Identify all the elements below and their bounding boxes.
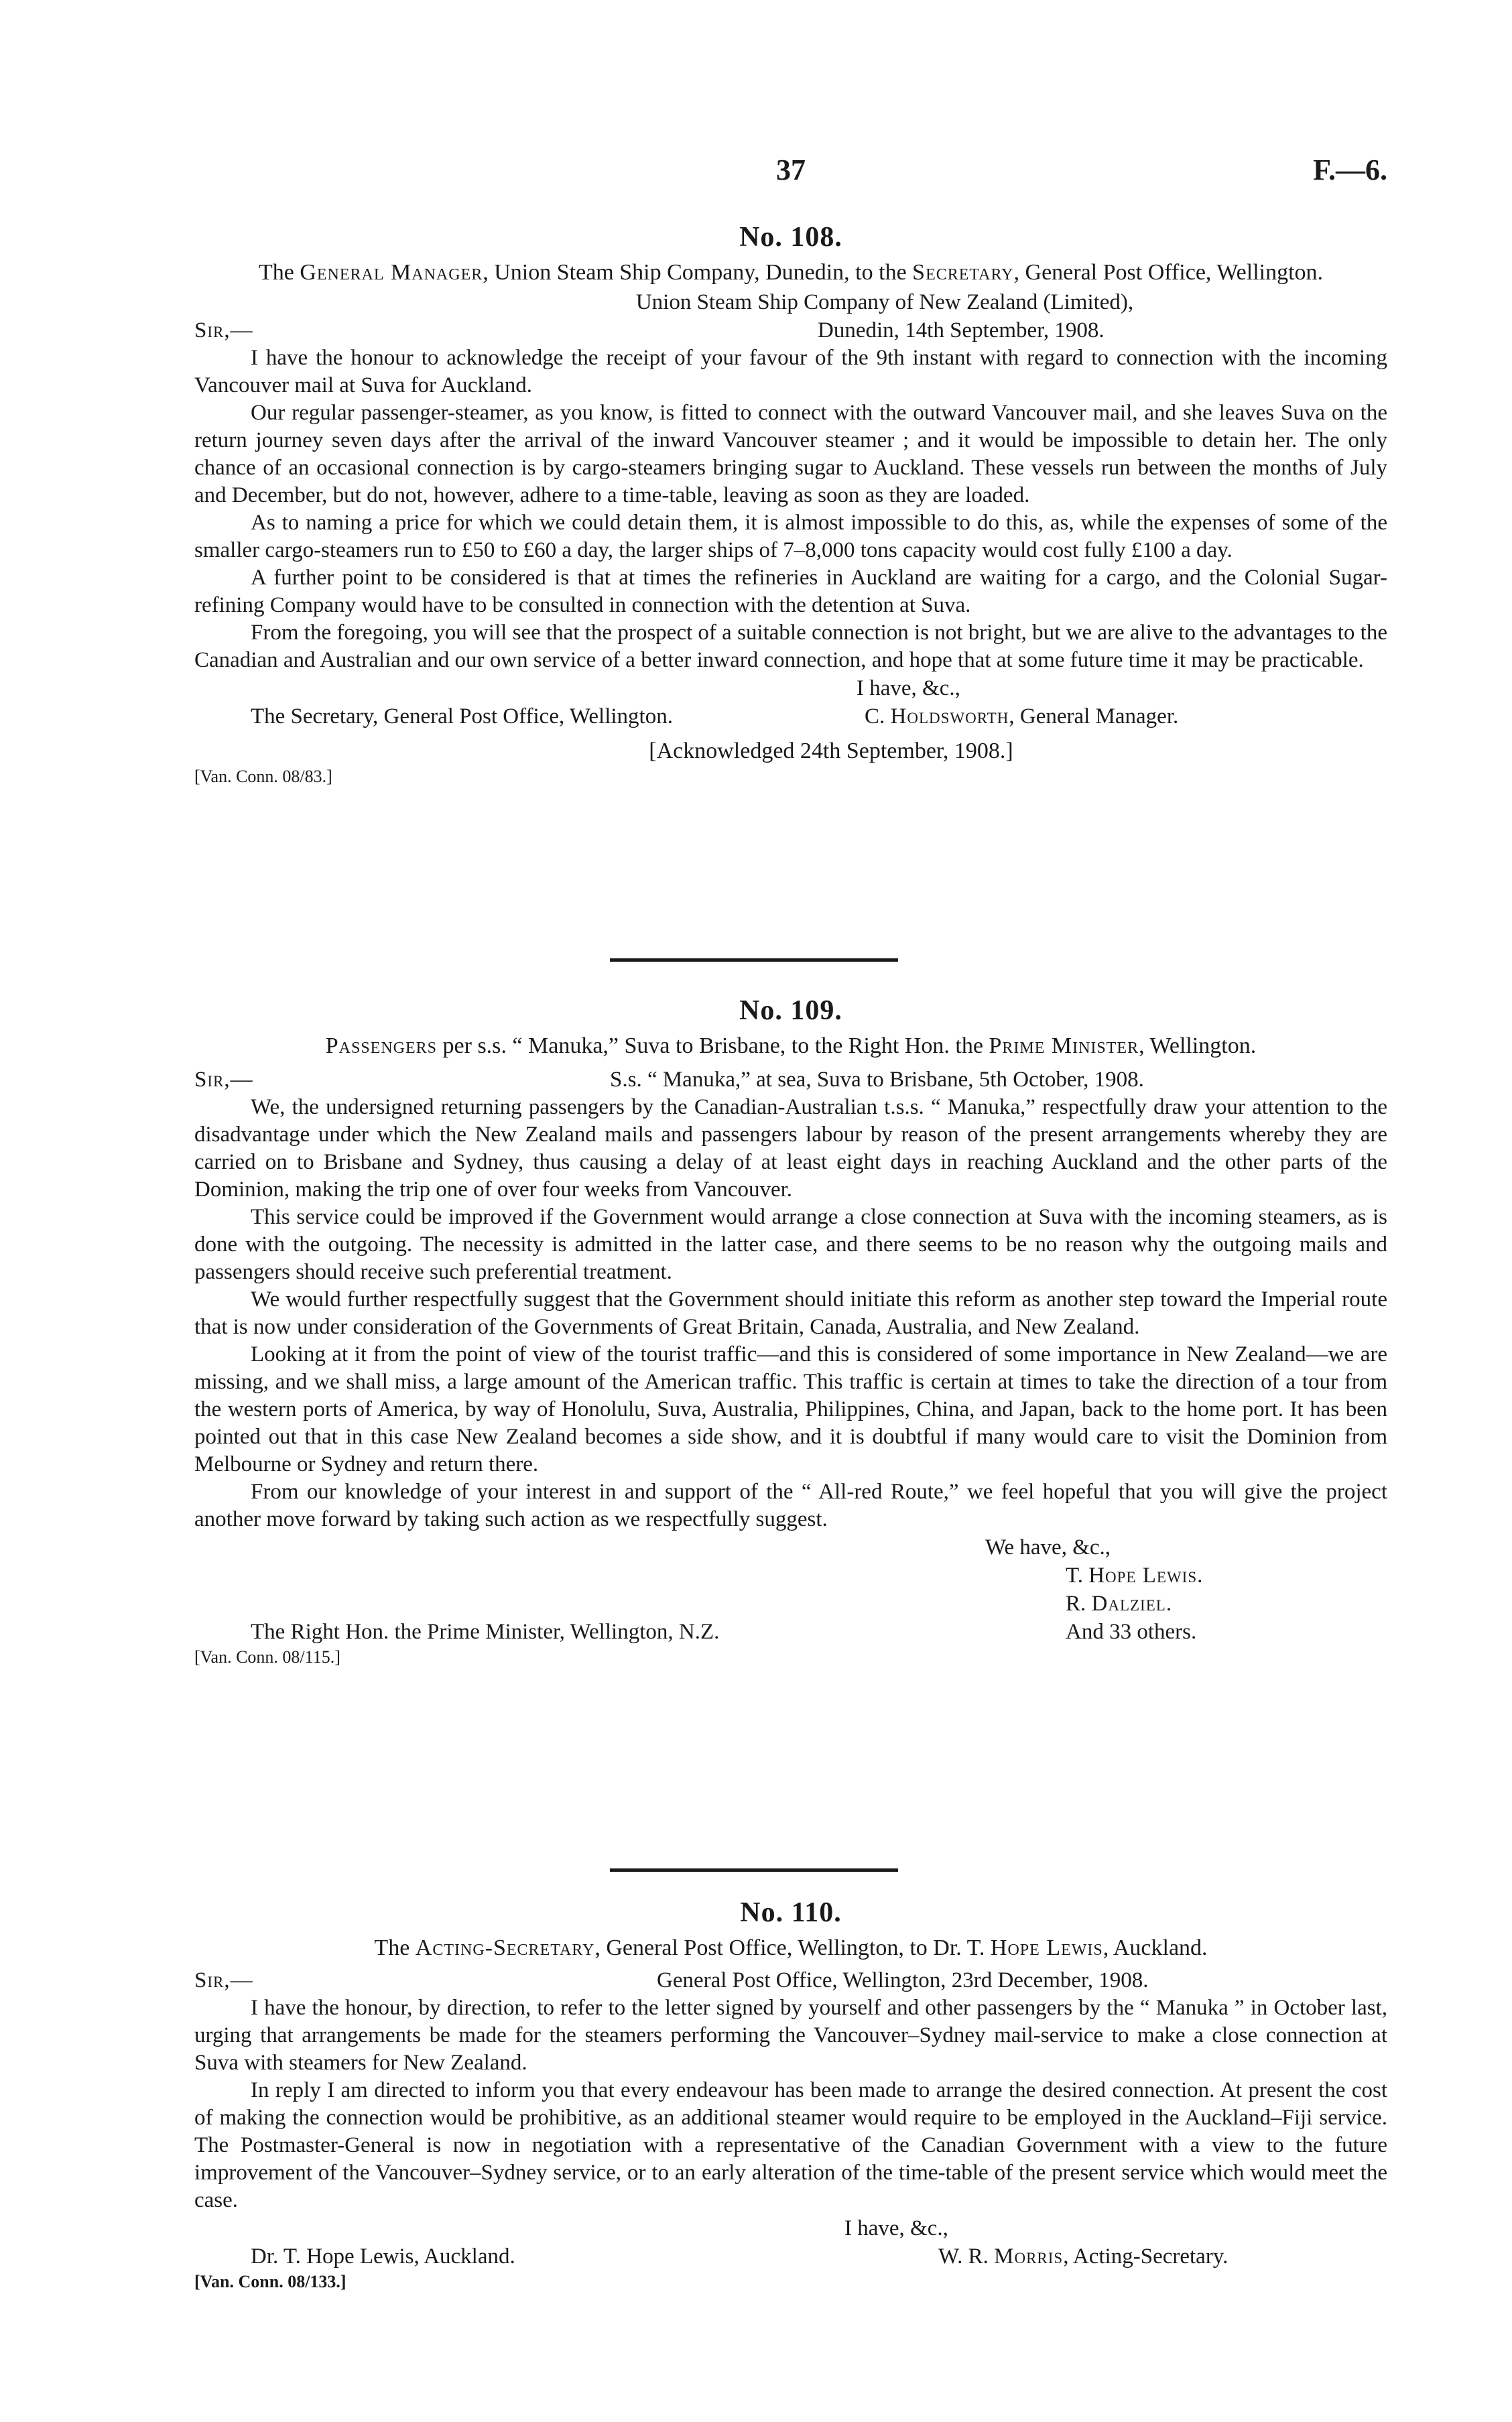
closing-row — [194, 2214, 1387, 2242]
running-head — [194, 153, 1387, 193]
file-reference: [Van. Conn. 08/133.] — [194, 2272, 346, 2291]
paragraph: I have the honour, by direction, to refer to the letter signed by yourself and other passengers by the “ Manuka ” in October last, urging that arrangements be made for the steamers performing the Vancouver–Sydney mail-service to make a close connection at Suva with steamers for New Zealand. — [194, 1996, 1387, 2075]
paragraph: Looking at it from the point of view of the tourist traffic—and this is considered of some importance in New Zealand—we are missing, and we shall miss, a large amount of the American traffic. This traffic is certain at times to take the direction of a tour from the western ports of America, by way of Honolulu, Suva, Australia, Philippines, China, and Japan, back to the home port. It has been pointed out that in this case New Zealand becomes a side show, and it is doubtful if many would care to visit the Dominion from Melbourne or Sydney and return there. — [194, 1342, 1387, 1476]
signatory: R. Dalziel. — [1066, 1592, 1173, 1616]
paragraph: As to naming a price for which we could detain them, it is almost impossible to do this, as, while the expenses of some of the smaller cargo-steamers run to £50 to £60 a day, the larger ships of 7–8,000 tons capacity would cost fully £100 a day. — [194, 511, 1387, 562]
file-reference: [Van. Conn. 08/83.] — [194, 767, 332, 786]
paragraph: A further point to be considered is that at times the refineries in Auckland are waiting for a cargo, and the Colonial Sugar-refining Company would have to be consulted in connection with the detention at Suva. — [194, 566, 1387, 617]
paragraph: I have the honour to acknowledge the receipt of your favour of the 9th instant with regard to connection with the incoming Vancouver mail at Suva for Auckland. — [194, 346, 1387, 397]
closing-row — [194, 674, 1387, 702]
paragraph: Our regular passenger-steamer, as you know, is fitted to connect with the outward Vancouver mail, and she leaves Suva on the return journey seven days after the arrival of the inward Vancouver steamer ; and it would be impossible to detain her. The only chance of an occasional connection is by cargo-steamers bringing sugar to Auckland. These vessels run between the months of July and December, but do not, however, adhere to a time-table, leaving as soon as they are loaded. — [194, 401, 1387, 507]
signatory-row — [194, 1590, 1387, 1618]
page-number: 37 — [776, 153, 806, 186]
paragraph: In reply I am directed to inform you that every endeavour has been made to arrange the desired connection. At present the cost of making the connection would be prohibitive, as an additional steamer would require to be employed in the Auckland–Fiji service. The Postmaster-General is now in negotiation with a representative of the Canadian Government with a view to the future improvement of the Vancouver–Sydney service, or to an early alteration of the time-table of the present service which would meet the case. — [194, 2078, 1387, 2212]
letter-title: The General Manager, Union Steam Ship Company, Dunedin, to the Secretary, General Post Office, Wellington. — [258, 260, 1324, 285]
section-divider — [610, 1868, 898, 1872]
signatory: T. Hope Lewis. — [1066, 1564, 1204, 1588]
addressee: The Right Hon. the Prime Minister, Wellington, N.Z. — [251, 1620, 720, 1644]
closing: I have, &c., — [844, 2216, 948, 2240]
closing: I have, &c., — [857, 676, 960, 700]
salutation-row — [194, 1966, 1387, 1994]
letter-title: Passengers per s.s. “ Manuka,” Suva to Brisbane, to the Right Hon. the Prime Minister, Wellington. — [325, 1033, 1257, 1058]
signature-row — [194, 2242, 1387, 2271]
paragraph: From our knowledge of your interest in and support of the “ All-red Route,” we feel hopeful that you will give the project another move forward by taking such action as we respectfully suggest. — [194, 1480, 1387, 1531]
paragraph: From the foregoing, you will see that the prospect of a suitable connection is not bright, but we are alive to the advantages to the Canadian and Australian and our own service of a better inward connection, and hope that at some future time it may be practicable. — [194, 621, 1387, 672]
signatory: W. R. Morris, Acting-Secretary. — [938, 2244, 1228, 2269]
signatory-row — [194, 1561, 1387, 1590]
closing: We have, &c., — [985, 1535, 1111, 1559]
letter-title: The Acting-Secretary, General Post Office, Wellington, to Dr. T. Hope Lewis, Auckland. — [374, 1935, 1208, 1960]
addressee: The Secretary, General Post Office, Wellington. — [251, 704, 673, 728]
signature-row — [194, 1618, 1387, 1646]
letter-number: No. 108. — [739, 222, 842, 253]
file-reference: [Van. Conn. 08/115.] — [194, 1647, 340, 1667]
paragraph: We, the undersigned returning passengers by the Canadian-Australian t.s.s. “ Manuka,” respectfully draw your attention to the disadvantage under which the New Zealand mails and passengers labour by reason of the present arrangements whereby they are carried on to Brisbane and Sydney, thus causing a delay of at least eight days in reaching Auckland and the other parts of the Dominion, making the trip one of over four weeks from Vancouver. — [194, 1095, 1387, 1202]
series-number: F.—6. — [1313, 153, 1387, 186]
sender-address: Union Steam Ship Company of New Zealand (Limited), — [635, 290, 1134, 314]
letter-number: No. 110. — [740, 1897, 842, 1928]
addressee: Dr. T. Hope Lewis, Auckland. — [251, 2244, 515, 2269]
salutation: Sir,— — [194, 318, 253, 342]
letter-108 — [194, 221, 1387, 788]
signature-row — [194, 702, 1387, 730]
salutation: Sir,— — [194, 1068, 253, 1092]
date-line: Dunedin, 14th September, 1908. — [818, 318, 1105, 342]
acknowledgement: [Acknowledged 24th September, 1908.] — [649, 739, 1013, 763]
date-line: S.s. “ Manuka,” at sea, Suva to Brisbane, 5th October, 1908. — [610, 1068, 1144, 1092]
signatory: C. Holdsworth, General Manager. — [865, 704, 1179, 728]
signatory: And 33 others. — [1066, 1620, 1197, 1644]
date-line: General Post Office, Wellington, 23rd December, 1908. — [657, 1968, 1149, 1992]
salutation-row — [194, 316, 1387, 344]
section-divider — [610, 958, 898, 962]
paragraph: This service could be improved if the Government would arrange a close connection at Suva with the incoming steamers, as is done with the outgoing. The necessity is admitted in the latter case, and there seems to be no reason why the outgoing mails and passengers should receive such preferential treatment. — [194, 1205, 1387, 1284]
paragraph: We would further respectfully suggest that the Government should initiate this reform as another step toward the Imperial route that is now under consideration of the Governments of Great Britain, Canada, Australia, and New Zealand. — [194, 1287, 1387, 1339]
letter-109 — [194, 995, 1387, 1669]
closing-row — [194, 1533, 1387, 1561]
letter-110 — [194, 1897, 1387, 2293]
salutation: Sir,— — [194, 1968, 253, 1992]
letter-number: No. 109. — [739, 995, 842, 1026]
salutation-row — [194, 1066, 1387, 1094]
